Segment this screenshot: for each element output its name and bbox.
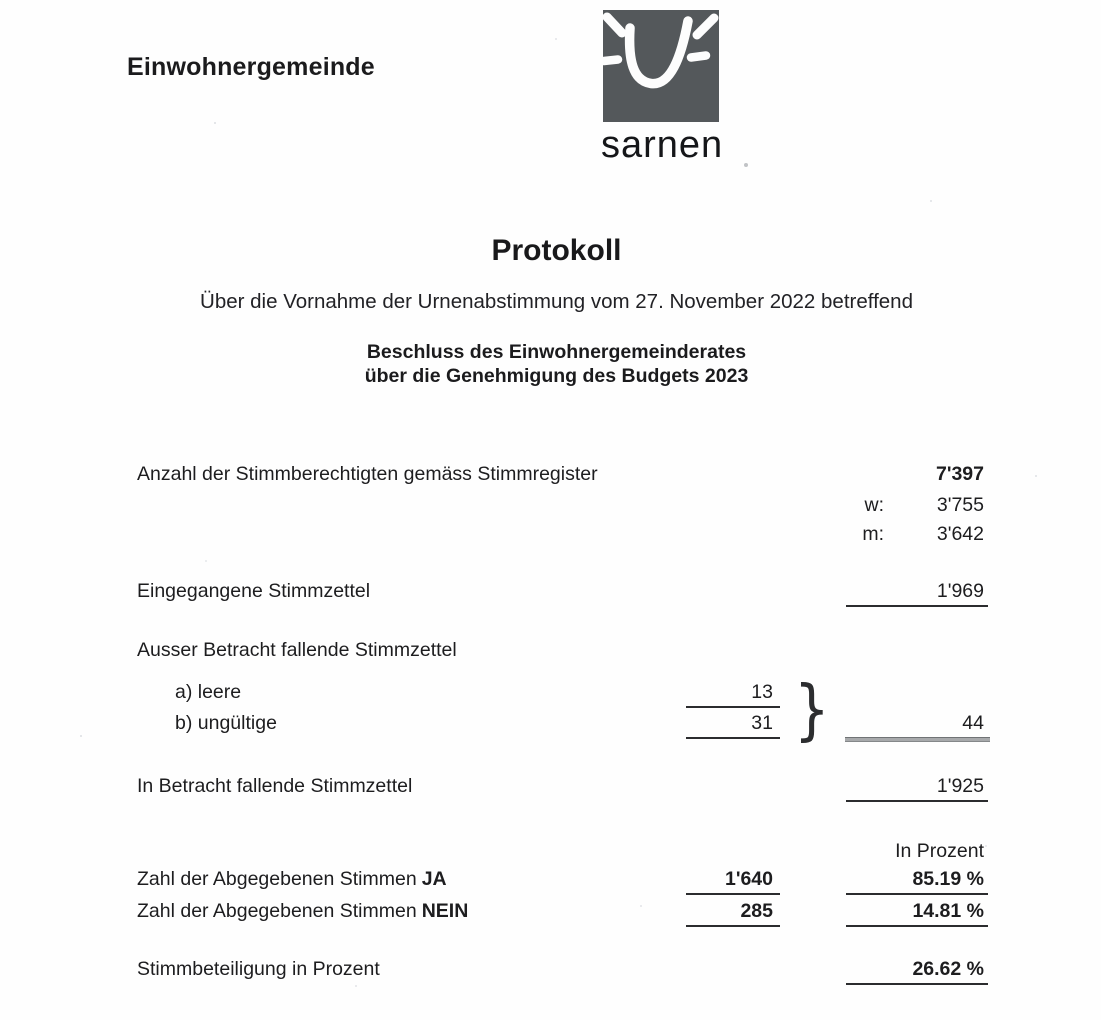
value-invalid: 31	[686, 712, 780, 739]
value-blank: 13	[686, 681, 780, 708]
value-received: 1'969	[846, 580, 988, 607]
sarnen-logo-icon	[603, 10, 719, 122]
row-label-blank: a) leere	[175, 681, 242, 703]
row-label-yes	[137, 868, 447, 890]
row-label-invalid: b) ungültige	[175, 712, 277, 734]
row-label-eligible: Anzahl der Stimmberechtigten gemäss Stimmregister	[137, 463, 598, 485]
percent-no: 14.81 %	[846, 900, 988, 927]
sarnen-logo	[601, 10, 753, 166]
row-label-no-emphasis: NEIN	[421, 900, 469, 922]
excluded-total-rule	[845, 737, 990, 742]
label-women: w:	[864, 494, 884, 516]
subtitle: Über die Vornahme der Urnenabstimmung vom 27. November 2022 betreffend	[200, 290, 913, 313]
brace-icon: }	[794, 671, 830, 748]
row-label-yes-text: Zahl der Abgegebenen Stimmen	[137, 868, 417, 890]
value-excluded-total: 44	[962, 712, 984, 734]
subject-line-1: Beschluss des Einwohnergemeinderates	[366, 341, 747, 363]
value-turnout: 26.62 %	[846, 958, 988, 985]
row-label-yes-emphasis: JA	[421, 868, 447, 890]
value-valid: 1'925	[846, 775, 988, 802]
row-label-valid: In Betracht fallende Stimmzettel	[137, 775, 413, 797]
page-title: Protokoll	[491, 234, 622, 267]
count-yes: 1'640	[686, 868, 780, 895]
value-men: 3'642	[936, 523, 984, 545]
org-name: Einwohnergemeinde	[127, 53, 375, 81]
logo-wordmark: sarnen	[601, 124, 724, 166]
percent-column-header: In Prozent	[895, 840, 984, 862]
row-label-excluded: Ausser Betracht fallende Stimmzettel	[137, 639, 457, 661]
row-label-turnout: Stimmbeteiligung in Prozent	[137, 958, 380, 980]
subject-line-2: über die Genehmigung des Budgets 2023	[364, 365, 749, 387]
count-no: 285	[686, 900, 780, 927]
subject-lines	[12, 340, 1101, 388]
value-women: 3'755	[936, 494, 984, 516]
value-eligible: 7'397	[935, 463, 984, 485]
row-label-no-text: Zahl der Abgegebenen Stimmen	[137, 900, 417, 922]
row-label-received: Eingegangene Stimmzettel	[137, 580, 371, 602]
percent-yes: 85.19 %	[846, 868, 988, 895]
scan-noise	[0, 0, 2, 2]
label-men: m:	[862, 523, 884, 545]
row-label-no	[137, 900, 468, 922]
